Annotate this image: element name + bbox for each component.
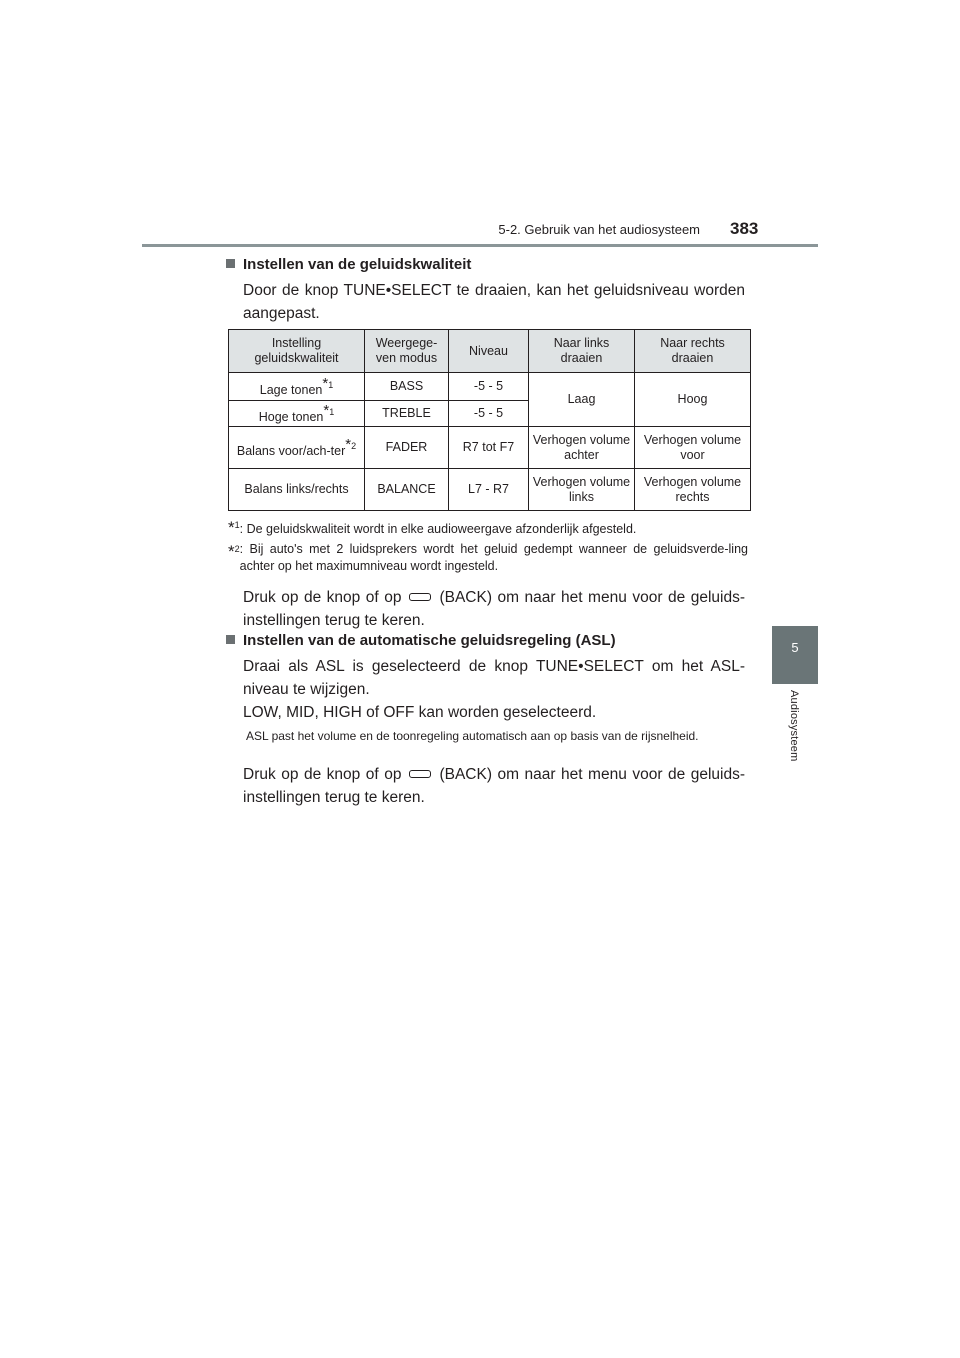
back-button-icon [409, 593, 431, 601]
table-header-cell: Weergege-ven modus [365, 330, 449, 373]
back-text-before: Druk op de knop of op [243, 766, 402, 783]
table-header-cell: Niveau [449, 330, 529, 373]
table-cell: -5 - 5 [449, 373, 529, 401]
running-header-section: 5-2. Gebruik van het audiosysteem [498, 222, 700, 237]
asl-paragraph: Draai als ASL is geselecteerd de knop TUNE•SELECT om het ASL-niveau te wijzigen. [243, 658, 745, 698]
table-cell: BASS [365, 373, 449, 401]
back-text-after: (BACK) om naar het menu voor de geluids-instellingen terug te keren. [243, 589, 745, 629]
footnote-text: : Bij auto's met 2 luidsprekers wordt het geluid gedempt wanneer de geluidsverde-ling achter op het maximumniveau wordt ingesteld. [239, 542, 748, 573]
footnote-text: : De geluidskwaliteit wordt in elke audioweergave afzonderlijk afgesteld. [239, 522, 637, 537]
table-cell: Verhogen volume rechts [635, 469, 751, 511]
square-bullet-icon [226, 635, 235, 644]
chapter-tab [772, 626, 818, 684]
table-cell [229, 401, 365, 427]
asl-options-paragraph: LOW, MID, HIGH of OFF kan worden geselecteerd. [243, 704, 597, 721]
table-cell: FADER [365, 427, 449, 469]
back-instruction-1 [243, 586, 745, 632]
page-number: 383 [730, 219, 759, 238]
back-button-icon [409, 770, 431, 778]
back-text-after: (BACK) om naar het menu voor de geluids-instellingen terug te keren. [243, 766, 745, 806]
footnote-mark: 2 [234, 544, 240, 554]
table-row [229, 373, 751, 401]
table-cell: Verhogen volume links [529, 469, 635, 511]
footnote-ref: 1 [329, 406, 335, 417]
table-cell: Verhogen volume voor [635, 427, 751, 469]
back-text-before: Druk op de knop of op [243, 589, 402, 606]
table-cell: L7 - R7 [449, 469, 529, 511]
table-cell: BALANCE [365, 469, 449, 511]
table-cell: Balans links/rechts [229, 469, 365, 511]
table-header-cell: Instelling geluidskwaliteit [229, 330, 365, 373]
footnote-star: * [323, 401, 330, 419]
footnote-mark: 1 [234, 520, 240, 530]
footnote-star: * [228, 542, 235, 562]
table-cell [229, 373, 365, 401]
sound-settings-table [228, 329, 751, 511]
footnote-star: * [228, 518, 235, 538]
section-heading-text: Instellen van de automatische geluidsregeling (ASL) [243, 632, 616, 649]
footnote-ref: 2 [351, 440, 357, 451]
header-rule [142, 244, 818, 247]
footnote-ref: 1 [328, 379, 334, 390]
section-heading-asl [226, 632, 756, 649]
chapter-tab-label-text: Audiosysteem [788, 690, 800, 762]
footnote-star: * [322, 374, 329, 392]
table-cell: R7 tot F7 [449, 427, 529, 469]
footnote-2 [228, 541, 748, 575]
table-cell-merged-left: Laag [529, 373, 635, 427]
footnote-1 [228, 517, 748, 538]
setting-label: Hoge tonen [258, 409, 324, 424]
table-header-row [229, 330, 751, 373]
setting-label: Lage tonen [259, 382, 323, 397]
footnote-star: * [345, 435, 352, 453]
section-heading-sound-quality [226, 256, 756, 273]
square-bullet-icon [226, 259, 235, 268]
table-cell: -5 - 5 [449, 401, 529, 427]
chapter-tab-number: 5 [791, 640, 799, 655]
table-cell [229, 427, 365, 469]
table-cell: TREBLE [365, 401, 449, 427]
table-header-cell: Naar rechts draaien [635, 330, 751, 373]
section-heading-text: Instellen van de geluidskwaliteit [243, 256, 472, 273]
asl-note: ASL past het volume en de toonregeling automatisch aan op basis van de rijsnelheid. [246, 729, 699, 743]
back-instruction-2 [243, 763, 745, 809]
table-cell: Verhogen volume achter [529, 427, 635, 469]
setting-label: Balans voor/ach-ter [236, 443, 346, 458]
table-cell-merged-right: Hoog [635, 373, 751, 427]
table-row [229, 427, 751, 469]
intro-paragraph: Door de knop TUNE•SELECT te draaien, kan het geluidsniveau worden aangepast. [243, 282, 745, 322]
chapter-tab-label [774, 690, 814, 780]
table-row [229, 469, 751, 511]
table-header-cell: Naar links draaien [529, 330, 635, 373]
